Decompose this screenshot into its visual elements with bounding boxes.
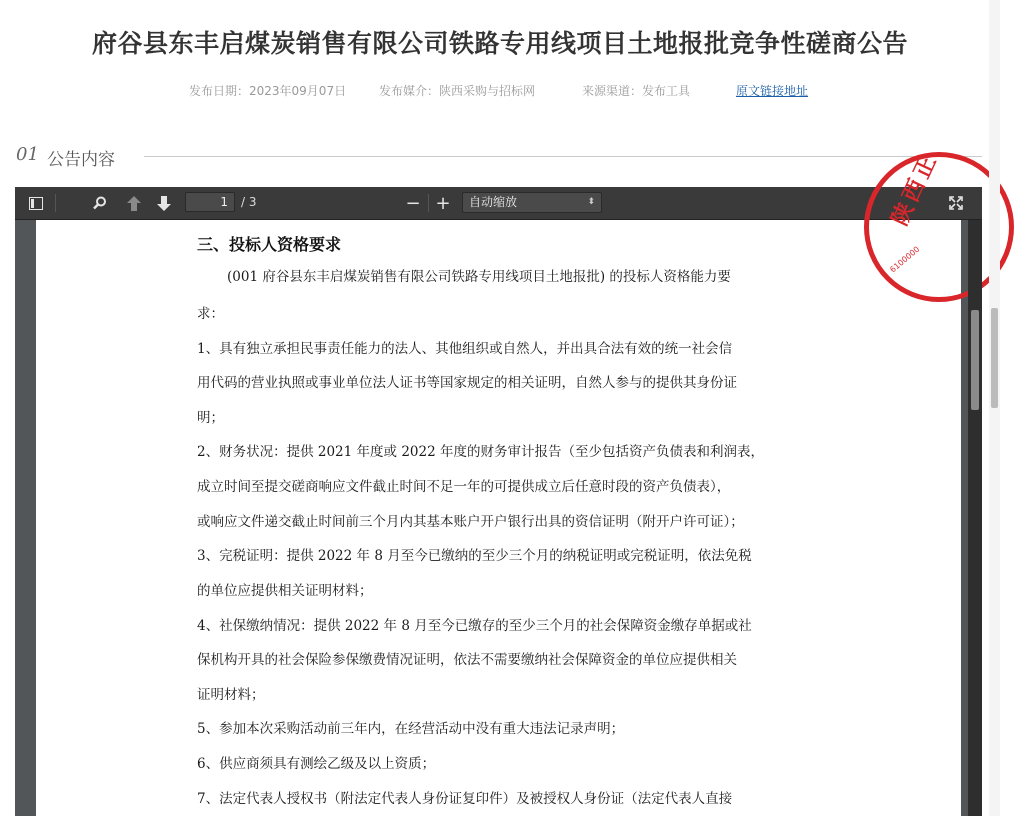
arrow-up-icon[interactable] bbox=[123, 193, 145, 213]
doc-line: 求： bbox=[197, 306, 224, 322]
page-number-input[interactable]: 1 bbox=[185, 192, 235, 212]
doc-line: 或响应文件递交截止时间前三个月内其基本账户开户银行出具的资信证明（附开户许可证）； bbox=[197, 514, 744, 530]
search-icon[interactable] bbox=[89, 193, 111, 213]
pdf-toolbar bbox=[15, 187, 982, 220]
original-link[interactable]: 原文链接地址 bbox=[736, 84, 809, 98]
page-scrollbar-thumb[interactable] bbox=[991, 308, 998, 408]
seal-number: 6100000 bbox=[888, 244, 922, 275]
doc-line: (001 府谷县东丰启煤炭销售有限公司铁路专用线项目土地报批) 的投标人资格能力要 bbox=[227, 269, 731, 285]
page-total: / 3 bbox=[241, 195, 257, 209]
doc-line: 的单位应提供相关证明材料； bbox=[197, 583, 373, 599]
viewer-scrollbar[interactable] bbox=[968, 220, 982, 816]
section-label: 公告内容 bbox=[47, 150, 115, 170]
publish-media: 发布媒介：陕西采购与招标网 bbox=[379, 84, 536, 98]
zoom-in-icon[interactable]: + bbox=[435, 192, 451, 214]
doc-line: 2、财务状况：提供 2021 年度或 2022 年度的财务审计报告（至少包括资产负债表和利润表， bbox=[197, 444, 764, 460]
section-number: 01 bbox=[16, 144, 39, 165]
doc-line: 证明材料； bbox=[197, 687, 265, 703]
doc-line: 保机构开具的社会保险参保缴费情况证明，依法不需要缴纳社会保障资金的单位应提供相关 bbox=[197, 652, 737, 668]
doc-heading: 三、投标人资格要求 bbox=[197, 235, 342, 254]
publish-date: 发布日期：2023年09月07日 bbox=[189, 84, 347, 98]
doc-line: 3、完税证明：提供 2022 年 8 月至今已缴纳的至少三个月的纳税证明或完税证明，依法免税 bbox=[197, 548, 752, 564]
doc-line: 用代码的营业执照或事业单位法人证书等国家规定的相关证明，自然人参与的提供其身份证 bbox=[197, 375, 737, 391]
zoom-out-icon[interactable]: − bbox=[405, 192, 421, 214]
doc-line: 6、供应商须具有测绘乙级及以上资质； bbox=[197, 756, 436, 772]
doc-line: 1、具有独立承担民事责任能力的法人、其他组织或自然人，并出具合法有效的统一社会信 bbox=[197, 341, 733, 357]
section-divider bbox=[144, 156, 982, 157]
seal-text: 陕西正 bbox=[887, 148, 944, 230]
doc-line: 5、参加本次采购活动前三年内，在经营活动中没有重大违法记录声明； bbox=[197, 721, 625, 737]
zoom-value: 自动缩放 bbox=[469, 195, 518, 209]
page-title: 府谷县东丰启煤炭销售有限公司铁路专用线项目土地报批竞争性磋商公告 bbox=[91, 29, 908, 58]
source-channel: 来源渠道：发布工具 bbox=[582, 84, 691, 98]
doc-line: 7、法定代表人授权书（附法定代表人身份证复印件）及被授权人身份证（法定代表人直接 bbox=[197, 791, 733, 807]
section-header bbox=[16, 144, 982, 168]
doc-line: 明； bbox=[197, 410, 224, 426]
doc-line: 成立时间至提交磋商响应文件截止时间不足一年的可提供成立后任意时段的资产负债表）， bbox=[197, 479, 731, 495]
chevron-updown-icon: ⬍ bbox=[587, 197, 595, 207]
sidebar-toggle-icon[interactable] bbox=[25, 193, 47, 213]
doc-line: 4、社保缴纳情况：提供 2022 年 8 月至今已缴存的至少三个月的社会保障资金缴存单据或社 bbox=[197, 618, 752, 634]
viewer-scrollbar-thumb[interactable] bbox=[971, 310, 979, 410]
toolbar-divider bbox=[55, 194, 56, 212]
page-scrollbar[interactable] bbox=[989, 0, 1000, 816]
toolbar-divider bbox=[428, 194, 429, 212]
arrow-down-icon[interactable] bbox=[153, 193, 175, 213]
zoom-select[interactable] bbox=[462, 192, 602, 213]
